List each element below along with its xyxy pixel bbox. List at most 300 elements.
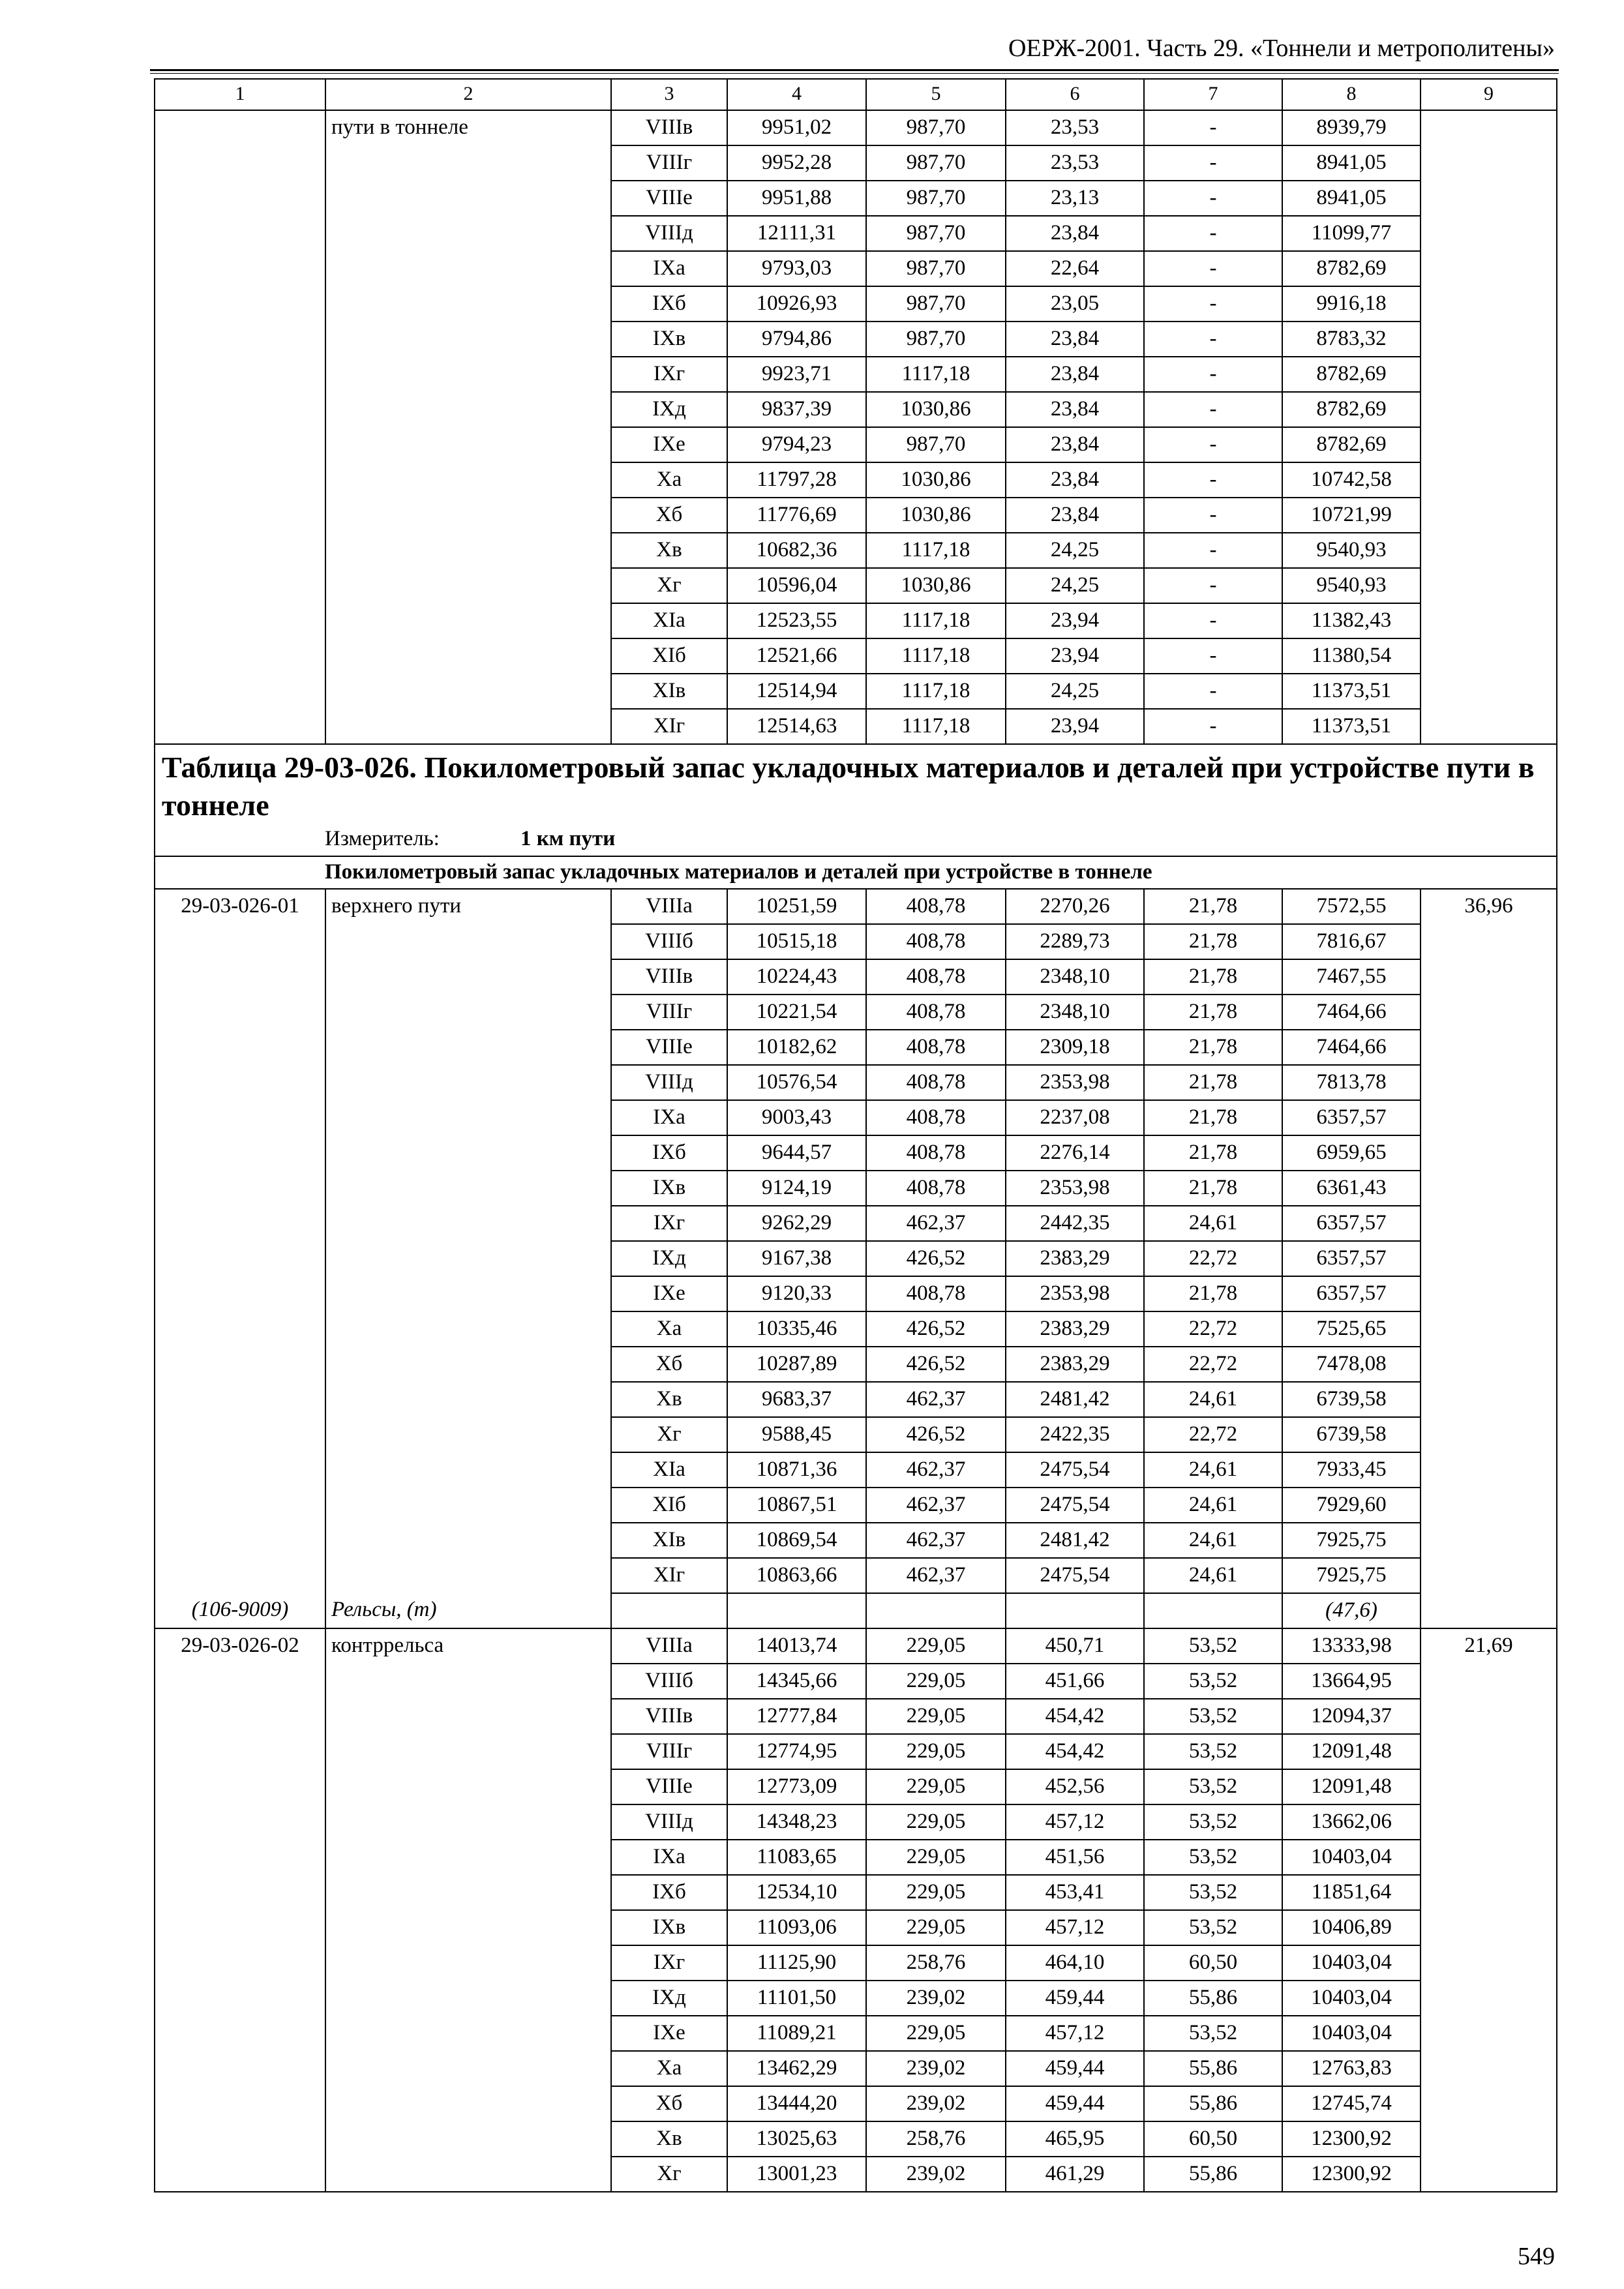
wages: 408,78 [866,959,1006,995]
rubles-per-unit-cell [1421,1065,1557,1100]
materials-cost: 7525,65 [1282,1311,1421,1347]
wages: 229,05 [866,1734,1006,1769]
total-cost: 10224,43 [727,959,866,995]
section-heading-row [155,856,1557,889]
rate-variant: IXе [611,1276,727,1311]
total-cost: 10221,54 [727,995,866,1030]
table-row [155,1769,1557,1804]
rate-variant: IXе [611,427,727,462]
materials-cost: 11373,51 [1282,674,1421,709]
wages: 258,76 [866,2121,1006,2157]
table-row [155,145,1557,181]
machinist-wages: 53,52 [1144,1910,1282,1945]
wages: 987,70 [866,145,1006,181]
total-cost: 10871,36 [727,1452,866,1488]
description-cell [325,1417,611,1452]
rate-code-cell [155,1699,325,1734]
rate-code-cell [155,1875,325,1910]
table-row [155,462,1557,498]
table-row [155,1840,1557,1875]
rate-variant: Xа [611,2051,727,2086]
materials-cost: 7813,78 [1282,1065,1421,1100]
description-cell [325,392,611,427]
rubles-per-unit-cell [1421,1171,1557,1206]
rate-variant: Xа [611,462,727,498]
materials-cost: 8939,79 [1282,110,1421,145]
rubles-per-unit-cell [1421,1347,1557,1382]
rate-code-cell [155,1769,325,1804]
wages: 239,02 [866,2051,1006,2086]
total-cost: 9124,19 [727,1171,866,1206]
machinist-wages: 21,78 [1144,1171,1282,1206]
column-number-row [155,79,1557,110]
machine-cost: 24,25 [1006,568,1144,603]
materials-cost: 7816,67 [1282,924,1421,959]
rate-code-cell [155,1523,325,1558]
rate-code-cell [155,181,325,216]
rubles-per-unit-cell [1421,110,1557,145]
machine-cost: 2383,29 [1006,1347,1144,1382]
rate-variant: Xв [611,533,727,568]
rate-code-cell [155,1030,325,1065]
description-cell [325,568,611,603]
materials-cost: 9916,18 [1282,286,1421,322]
wages: 1117,18 [866,638,1006,674]
rate-variant: IXа [611,1100,727,1135]
total-cost: 10515,18 [727,924,866,959]
wages: 229,05 [866,1840,1006,1875]
rate-variant: Xб [611,498,727,533]
description-cell [325,1311,611,1347]
rubles-per-unit-cell [1421,1241,1557,1276]
machinist-wages: - [1144,498,1282,533]
rate-variant: IXд [611,392,727,427]
machinist-wages: 53,52 [1144,1699,1282,1734]
rate-variant: VIIIв [611,959,727,995]
rate-code-cell [155,1945,325,1981]
total-cost: 13001,23 [727,2157,866,2192]
machinist-wages: 55,86 [1144,2051,1282,2086]
machine-cost: 2475,54 [1006,1558,1144,1593]
header-rule [150,69,1559,71]
machine-cost: 450,71 [1006,1628,1144,1664]
machinist-wages: - [1144,674,1282,709]
materials-cost: 6357,57 [1282,1241,1421,1276]
description-cell [325,1875,611,1910]
rate-variant: IXв [611,322,727,357]
description-cell [325,2157,611,2192]
machinist-wages: 21,78 [1144,959,1282,995]
table-row [155,1488,1557,1523]
wages: 258,76 [866,1945,1006,1981]
machinist-wages: 55,86 [1144,2086,1282,2121]
machinist-wages: 53,52 [1144,1628,1282,1664]
total-cost: 10335,46 [727,1311,866,1347]
table-row [155,1206,1557,1241]
machinist-wages: 22,72 [1144,1417,1282,1452]
total-cost: 9837,39 [727,392,866,427]
rate-code-cell [155,1100,325,1135]
rate-variant: IXа [611,1840,727,1875]
materials-cost: 11099,77 [1282,216,1421,251]
machine-cost: 457,12 [1006,2016,1144,2051]
description-cell [325,1241,611,1276]
materials-cost: 11373,51 [1282,709,1421,744]
wages: 1117,18 [866,674,1006,709]
resource-code: (106-9009) [155,1593,325,1628]
wages: 1117,18 [866,533,1006,568]
machinist-wages: - [1144,427,1282,462]
materials-cost: 13333,98 [1282,1628,1421,1664]
machinist-wages: - [1144,533,1282,568]
rate-variant: VIIIб [611,924,727,959]
wages: 229,05 [866,1910,1006,1945]
description-cell: верхнего пути [325,889,611,924]
machine-cost: 2270,26 [1006,889,1144,924]
rate-code-cell [155,2051,325,2086]
table-row [155,1276,1557,1311]
rate-code-cell [155,1664,325,1699]
description-cell [325,1769,611,1804]
wages: 408,78 [866,1135,1006,1171]
rate-variant: IXв [611,1910,727,1945]
table-row [155,2086,1557,2121]
rate-variant: IXг [611,1945,727,1981]
machine-cost: 23,53 [1006,110,1144,145]
table-row [155,1981,1557,2016]
wages: 408,78 [866,995,1006,1030]
machinist-wages: - [1144,286,1282,322]
machinist-wages: - [1144,145,1282,181]
materials-cost: 10721,99 [1282,498,1421,533]
total-cost: 12521,66 [727,638,866,674]
machinist-wages: 53,52 [1144,1734,1282,1769]
wages: 987,70 [866,216,1006,251]
machine-cost: 24,25 [1006,533,1144,568]
machine-cost: 457,12 [1006,1804,1144,1840]
materials-cost: 6739,58 [1282,1417,1421,1452]
column-number: 4 [727,79,866,110]
rubles-per-unit-cell [1421,1558,1557,1593]
rate-code-cell [155,1311,325,1347]
rate-variant: VIIIг [611,995,727,1030]
total-cost: 9167,38 [727,1241,866,1276]
machine-cost: 457,12 [1006,1910,1144,1945]
rate-code-cell: 29-03-026-01 [155,889,325,924]
machinist-wages: - [1144,357,1282,392]
total-cost: 10287,89 [727,1347,866,1382]
rate-variant: XIв [611,1523,727,1558]
total-cost: 9120,33 [727,1276,866,1311]
description-cell [325,1135,611,1171]
rate-variant: VIIIг [611,1734,727,1769]
machinist-wages: 21,78 [1144,995,1282,1030]
materials-cost: 11851,64 [1282,1875,1421,1910]
rate-code-cell [155,216,325,251]
column-number: 7 [1144,79,1282,110]
rates-table [154,78,1557,2192]
rate-variant: Xа [611,1311,727,1347]
rate-code-cell [155,1241,325,1276]
materials-cost: 6357,57 [1282,1100,1421,1135]
wages: 408,78 [866,889,1006,924]
total-cost: 11101,50 [727,1981,866,2016]
rate-variant: VIIIе [611,1769,727,1804]
wages: 229,05 [866,2016,1006,2051]
rate-variant: IXд [611,1241,727,1276]
machine-cost: 23,84 [1006,392,1144,427]
machine-cost: 2353,98 [1006,1276,1144,1311]
machinist-wages: 24,61 [1144,1523,1282,1558]
total-cost: 11089,21 [727,2016,866,2051]
rubles-per-unit-cell [1421,1135,1557,1171]
table-row [155,568,1557,603]
machinist-wages: 60,50 [1144,2121,1282,2157]
rate-variant: Xв [611,1382,727,1417]
rubles-per-unit-cell [1421,1452,1557,1488]
description-cell [325,1840,611,1875]
rate-code-cell [155,1488,325,1523]
machine-cost: 465,95 [1006,2121,1144,2157]
machine-cost: 2237,08 [1006,1100,1144,1135]
table-row [155,1100,1557,1135]
rate-code-cell [155,1171,325,1206]
machine-cost: 23,84 [1006,357,1144,392]
machinist-wages: - [1144,638,1282,674]
machine-cost: 23,94 [1006,709,1144,744]
table-row [155,1311,1557,1347]
rate-code-cell [155,357,325,392]
materials-cost: 7467,55 [1282,959,1421,995]
machinist-wages: 24,61 [1144,1452,1282,1488]
machine-cost: 23,94 [1006,603,1144,638]
machine-cost: 2475,54 [1006,1452,1144,1488]
total-cost: 9951,88 [727,181,866,216]
wages: 426,52 [866,1347,1006,1382]
rubles-per-unit-cell [1421,216,1557,251]
rubles-per-unit-cell [1421,603,1557,638]
rate-code-cell [155,1910,325,1945]
rubles-per-unit-cell [1421,1382,1557,1417]
wages: 426,52 [866,1311,1006,1347]
rate-code-cell [155,1065,325,1100]
machine-cost: 454,42 [1006,1734,1144,1769]
rubles-per-unit-cell: 21,69 [1421,1628,1557,1664]
rate-code-cell [155,2086,325,2121]
description-cell [325,427,611,462]
empty-cell [1144,1593,1282,1628]
materials-cost: 10403,04 [1282,2016,1421,2051]
total-cost: 12514,94 [727,674,866,709]
machine-cost: 2383,29 [1006,1241,1144,1276]
description-cell [325,603,611,638]
rate-code-cell [155,251,325,286]
table-row [155,959,1557,995]
rate-code-cell [155,1981,325,2016]
total-cost: 9262,29 [727,1206,866,1241]
wages: 426,52 [866,1417,1006,1452]
table-row [155,1804,1557,1840]
rate-code-cell [155,286,325,322]
machinist-wages: 24,61 [1144,1206,1282,1241]
machinist-wages: 24,61 [1144,1558,1282,1593]
materials-cost: 6357,57 [1282,1206,1421,1241]
rate-variant: XIб [611,1488,727,1523]
table-row [155,1945,1557,1981]
description-cell [325,1206,611,1241]
wages: 1117,18 [866,357,1006,392]
description-cell [325,638,611,674]
table-row [155,1558,1557,1593]
description-cell [325,357,611,392]
total-cost: 9644,57 [727,1135,866,1171]
materials-cost: 10403,04 [1282,1981,1421,2016]
rate-code-cell [155,568,325,603]
machine-cost: 459,44 [1006,2086,1144,2121]
materials-cost: 6739,58 [1282,1382,1421,1417]
rate-code-cell [155,145,325,181]
rate-code-cell [155,462,325,498]
total-cost: 10251,59 [727,889,866,924]
total-cost: 13462,29 [727,2051,866,2086]
wages: 987,70 [866,110,1006,145]
materials-cost: 7464,66 [1282,1030,1421,1065]
rate-variant: IXб [611,1875,727,1910]
rate-variant: XIа [611,1452,727,1488]
machine-cost: 452,56 [1006,1769,1144,1804]
wages: 408,78 [866,1100,1006,1135]
materials-cost: 12745,74 [1282,2086,1421,2121]
rubles-per-unit-cell [1421,924,1557,959]
description-cell [325,145,611,181]
description-cell [325,2086,611,2121]
machine-cost: 2442,35 [1006,1206,1144,1241]
machinist-wages: - [1144,568,1282,603]
rate-variant: VIIIб [611,1664,727,1699]
rubles-per-unit-cell [1421,1206,1557,1241]
materials-cost: 7464,66 [1282,995,1421,1030]
machine-cost: 2481,42 [1006,1523,1144,1558]
wages: 462,37 [866,1206,1006,1241]
wages: 987,70 [866,322,1006,357]
table-row [155,181,1557,216]
wages: 229,05 [866,1699,1006,1734]
rubles-per-unit-cell [1421,251,1557,286]
total-cost: 12111,31 [727,216,866,251]
materials-cost: 12091,48 [1282,1734,1421,1769]
rubles-per-unit-cell: 36,96 [1421,889,1557,924]
rubles-per-unit-cell [1421,1945,1557,1981]
machine-cost: 451,66 [1006,1664,1144,1699]
rate-variant: IXб [611,286,727,322]
table-row [155,924,1557,959]
total-cost: 13444,20 [727,2086,866,2121]
materials-cost: 6361,43 [1282,1171,1421,1206]
description-cell [325,1171,611,1206]
machine-cost: 459,44 [1006,2051,1144,2086]
rubles-per-unit-cell [1421,1699,1557,1734]
machine-cost: 464,10 [1006,1945,1144,1981]
total-cost: 9951,02 [727,110,866,145]
machinist-wages: 24,61 [1144,1488,1282,1523]
machinist-wages: 55,86 [1144,2157,1282,2192]
table-row [155,1523,1557,1558]
table-row [155,216,1557,251]
machine-cost: 23,53 [1006,145,1144,181]
measurement-unit-line [162,824,1550,853]
rate-code-cell [155,2016,325,2051]
materials-cost: 10406,89 [1282,1910,1421,1945]
description-cell [325,533,611,568]
rate-variant: VIIIв [611,1699,727,1734]
table-title: Таблица 29-03-026. Покилометровый запас укладочных материалов и деталей при устройстве пути в тоннеле [162,751,1535,822]
materials-cost: 7572,55 [1282,889,1421,924]
materials-cost: 12763,83 [1282,2051,1421,2086]
column-number: 2 [325,79,611,110]
materials-cost: 8782,69 [1282,357,1421,392]
rubles-per-unit-cell [1421,181,1557,216]
total-cost: 10863,66 [727,1558,866,1593]
wages: 229,05 [866,1769,1006,1804]
wages: 229,05 [866,1628,1006,1664]
wages: 408,78 [866,1030,1006,1065]
machinist-wages: - [1144,251,1282,286]
rate-variant: XIг [611,709,727,744]
empty-cell [1006,1593,1144,1628]
table-row [155,1875,1557,1910]
total-cost: 12523,55 [727,603,866,638]
wages: 239,02 [866,1981,1006,2016]
description-cell [325,1945,611,1981]
materials-cost: 8783,32 [1282,322,1421,357]
total-cost: 9683,37 [727,1382,866,1417]
rubles-per-unit-cell [1421,286,1557,322]
rate-variant: VIIIа [611,889,727,924]
machine-cost: 453,41 [1006,1875,1144,1910]
wages: 1117,18 [866,603,1006,638]
table-row [155,392,1557,427]
rate-variant: IXг [611,357,727,392]
materials-cost: 10403,04 [1282,1840,1421,1875]
materials-cost: 10742,58 [1282,462,1421,498]
rubles-per-unit-cell [1421,2121,1557,2157]
wages: 462,37 [866,1558,1006,1593]
rubles-per-unit-cell [1421,1523,1557,1558]
rate-code-cell [155,2157,325,2192]
total-cost: 14013,74 [727,1628,866,1664]
measurement-unit-label: Измеритель: [325,827,440,850]
materials-cost: 7933,45 [1282,1452,1421,1488]
machine-cost: 24,25 [1006,674,1144,709]
machine-cost: 23,84 [1006,216,1144,251]
machinist-wages: - [1144,181,1282,216]
rate-variant: VIIIг [611,145,727,181]
description-cell [325,1734,611,1769]
machine-cost: 461,29 [1006,2157,1144,2192]
total-cost: 12777,84 [727,1699,866,1734]
description-cell [325,1347,611,1382]
total-cost: 9952,28 [727,145,866,181]
materials-cost: 7925,75 [1282,1558,1421,1593]
materials-cost: 8782,69 [1282,427,1421,462]
materials-cost: 6357,57 [1282,1276,1421,1311]
rubles-per-unit-cell [1421,995,1557,1030]
machinist-wages: - [1144,603,1282,638]
rate-variant: IXа [611,251,727,286]
rubles-per-unit-cell [1421,1769,1557,1804]
machinist-wages: 21,78 [1144,1276,1282,1311]
rate-code-cell [155,603,325,638]
